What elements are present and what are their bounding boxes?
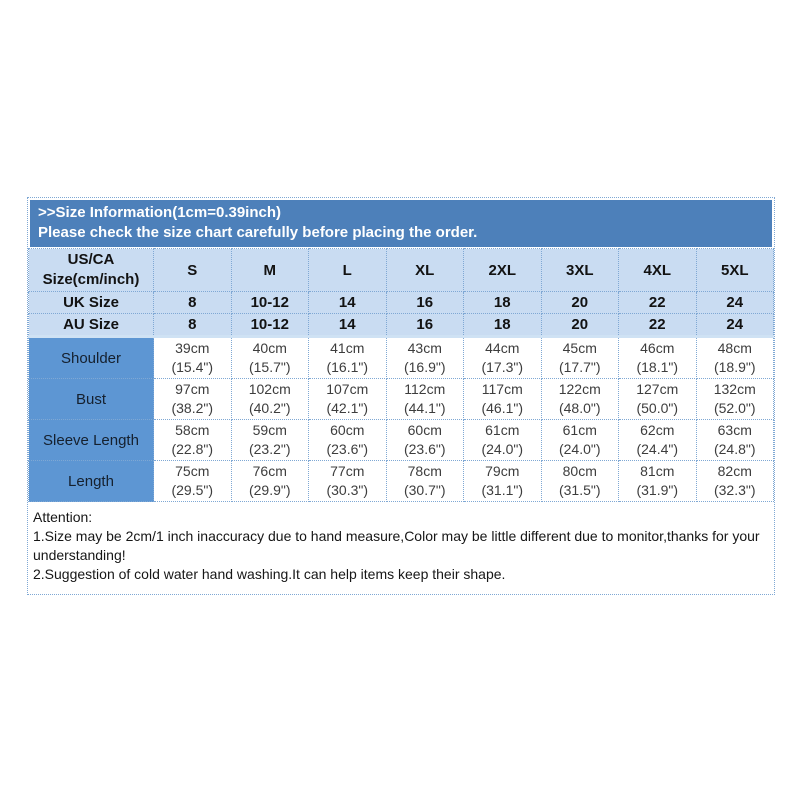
region-size-row (29, 292, 774, 314)
measurement-inch-value: (29.9") (248, 482, 291, 498)
measurement-row (29, 461, 774, 502)
size-info-subtitle: Please check the size chart carefully before placing the order. (38, 224, 478, 241)
measurement-cm-value: 40cm (252, 340, 287, 356)
measurement-label: Sleeve Length (29, 420, 154, 461)
measurement-value-cell (541, 379, 619, 420)
size-header-row (29, 249, 774, 292)
measurement-value-cell (309, 461, 387, 502)
measurement-value-cell (154, 337, 232, 379)
measurement-value-cell (231, 379, 309, 420)
region-size-value: 24 (696, 292, 774, 314)
attention-note-1: 1.Size may be 2cm/1 inch inaccuracy due to hand measure,Color may be little different due to monitor,thanks for your understanding! (33, 528, 760, 563)
region-size-label: AU Size (29, 314, 154, 337)
measurement-inch-value: (48.0") (558, 400, 601, 416)
measurement-inch-value: (18.1") (636, 359, 679, 375)
measurement-label: Shoulder (29, 337, 154, 379)
measurement-inch-value: (23.6") (326, 441, 369, 457)
measurement-inch-value: (15.7") (248, 359, 291, 375)
size-info-title: >>Size Information(1cm=0.39inch) (38, 204, 281, 221)
measurement-value-cell (386, 461, 464, 502)
measurement-cm-value: 39cm (175, 340, 210, 356)
measurement-cm-value: 112cm (404, 381, 446, 397)
measurement-cm-value: 76cm (252, 463, 287, 479)
corner-header (29, 249, 154, 292)
measurement-inch-value: (31.9") (636, 482, 679, 498)
region-size-value: 18 (464, 292, 542, 314)
measurement-inch-value: (16.1") (326, 359, 369, 375)
measurement-cm-value: 117cm (481, 381, 523, 397)
region-size-label: UK Size (29, 292, 154, 314)
size-column-header: M (231, 249, 309, 292)
measurement-inch-value: (44.1") (403, 400, 446, 416)
measurement-row (29, 337, 774, 379)
measurement-value-cell (154, 461, 232, 502)
measurement-cm-value: 132cm (713, 381, 756, 397)
measurement-cm-value: 48cm (717, 340, 752, 356)
measurement-cm-value: 122cm (558, 381, 601, 397)
measurement-inch-value: (40.2") (248, 400, 291, 416)
measurement-cm-value: 77cm (330, 463, 365, 479)
size-info-banner (30, 200, 772, 247)
measurement-inch-value: (52.0") (713, 400, 756, 416)
measurement-cm-value: 41cm (330, 340, 365, 356)
measurement-value-cell (231, 337, 309, 379)
region-size-row (29, 314, 774, 337)
measurement-cm-value: 78cm (407, 463, 442, 479)
measurement-value-cell (696, 461, 774, 502)
measurement-inch-value: (38.2") (171, 400, 214, 416)
measurement-cm-value: 58cm (175, 422, 210, 438)
measurement-value-cell (619, 420, 697, 461)
measurement-cm-value: 102cm (248, 381, 291, 397)
measurement-value-cell (309, 337, 387, 379)
measurement-inch-value: (50.0") (636, 400, 679, 416)
measurement-label: Length (29, 461, 154, 502)
region-size-value: 16 (386, 314, 464, 337)
attention-heading: Attention: (33, 509, 93, 525)
region-size-value: 14 (309, 292, 387, 314)
measurement-value-cell (154, 379, 232, 420)
measurement-inch-value: (29.5") (171, 482, 214, 498)
measurement-inch-value: (30.3") (326, 482, 369, 498)
region-size-value: 18 (464, 314, 542, 337)
measurement-cm-value: 60cm (407, 422, 442, 438)
region-size-value: 10-12 (231, 314, 309, 337)
measurement-inch-value: (24.0") (558, 441, 601, 457)
measurement-inch-value: (24.4") (636, 441, 679, 457)
measurement-value-cell (541, 461, 619, 502)
measurement-row (29, 420, 774, 461)
measurement-value-cell (309, 379, 387, 420)
measurement-cm-value: 62cm (640, 422, 675, 438)
measurement-value-cell (386, 420, 464, 461)
measurement-value-cell (464, 379, 542, 420)
measurement-cm-value: 127cm (636, 381, 679, 397)
measurement-inch-value: (31.5") (558, 482, 601, 498)
attention-section (28, 502, 774, 594)
size-chart-sheet (27, 197, 775, 595)
measurement-value-cell (541, 337, 619, 379)
measurement-cm-value: 44cm (485, 340, 520, 356)
measurement-inch-value: (24.0") (481, 441, 524, 457)
measurement-label: Bust (29, 379, 154, 420)
region-size-value: 20 (541, 292, 619, 314)
measurement-value-cell (696, 337, 774, 379)
corner-header-line1: US/CA (67, 251, 115, 268)
measurement-row (29, 379, 774, 420)
measurement-inch-value: (17.3") (481, 359, 524, 375)
measurement-cm-value: 45cm (562, 340, 597, 356)
corner-header-line2: Size(cm/inch) (42, 271, 140, 288)
measurement-value-cell (231, 420, 309, 461)
size-column-header: S (154, 249, 232, 292)
measurement-value-cell (309, 420, 387, 461)
measurement-inch-value: (24.8") (713, 441, 756, 457)
measurement-value-cell (231, 461, 309, 502)
measurement-cm-value: 79cm (485, 463, 520, 479)
size-column-header: XL (386, 249, 464, 292)
measurement-inch-value: (15.4") (171, 359, 214, 375)
size-column-header: 3XL (541, 249, 619, 292)
measurement-inch-value: (17.7") (558, 359, 601, 375)
measurement-inch-value: (42.1") (326, 400, 369, 416)
measurement-cm-value: 43cm (407, 340, 442, 356)
measurement-value-cell (464, 420, 542, 461)
attention-note-2: 2.Suggestion of cold water hand washing.It can help items keep their shape. (33, 566, 506, 582)
measurement-value-cell (464, 461, 542, 502)
measurement-value-cell (386, 379, 464, 420)
measurement-inch-value: (30.7") (403, 482, 446, 498)
measurement-inch-value: (23.2") (248, 441, 291, 457)
size-column-header: 2XL (464, 249, 542, 292)
region-size-value: 24 (696, 314, 774, 337)
measurement-inch-value: (31.1") (481, 482, 524, 498)
measurement-value-cell (619, 337, 697, 379)
size-table (28, 248, 774, 502)
measurement-cm-value: 81cm (640, 463, 675, 479)
measurement-value-cell (386, 337, 464, 379)
measurement-value-cell (541, 420, 619, 461)
measurement-cm-value: 82cm (717, 463, 752, 479)
region-size-value: 20 (541, 314, 619, 337)
measurement-value-cell (154, 420, 232, 461)
region-size-value: 8 (154, 314, 232, 337)
measurement-inch-value: (22.8") (171, 441, 214, 457)
measurement-cm-value: 80cm (562, 463, 597, 479)
measurement-inch-value: (23.6") (403, 441, 446, 457)
measurement-cm-value: 97cm (175, 381, 210, 397)
size-column-header: 4XL (619, 249, 697, 292)
measurement-cm-value: 46cm (640, 340, 675, 356)
region-size-value: 22 (619, 292, 697, 314)
region-size-value: 22 (619, 314, 697, 337)
measurement-inch-value: (18.9") (713, 359, 756, 375)
measurement-value-cell (619, 461, 697, 502)
region-size-value: 8 (154, 292, 232, 314)
measurement-cm-value: 59cm (252, 422, 287, 438)
measurement-cm-value: 61cm (485, 422, 520, 438)
measurement-cm-value: 63cm (717, 422, 752, 438)
size-column-header: 5XL (696, 249, 774, 292)
size-column-header: L (309, 249, 387, 292)
measurement-value-cell (696, 379, 774, 420)
measurement-value-cell (619, 379, 697, 420)
measurement-inch-value: (46.1") (481, 400, 524, 416)
measurement-inch-value: (16.9") (403, 359, 446, 375)
region-size-value: 16 (386, 292, 464, 314)
measurement-value-cell (696, 420, 774, 461)
measurement-cm-value: 60cm (330, 422, 365, 438)
region-size-value: 10-12 (231, 292, 309, 314)
measurement-inch-value: (32.3") (713, 482, 756, 498)
measurement-cm-value: 61cm (562, 422, 597, 438)
measurement-cm-value: 75cm (175, 463, 210, 479)
measurement-value-cell (464, 337, 542, 379)
region-size-value: 14 (309, 314, 387, 337)
measurement-cm-value: 107cm (326, 381, 369, 397)
